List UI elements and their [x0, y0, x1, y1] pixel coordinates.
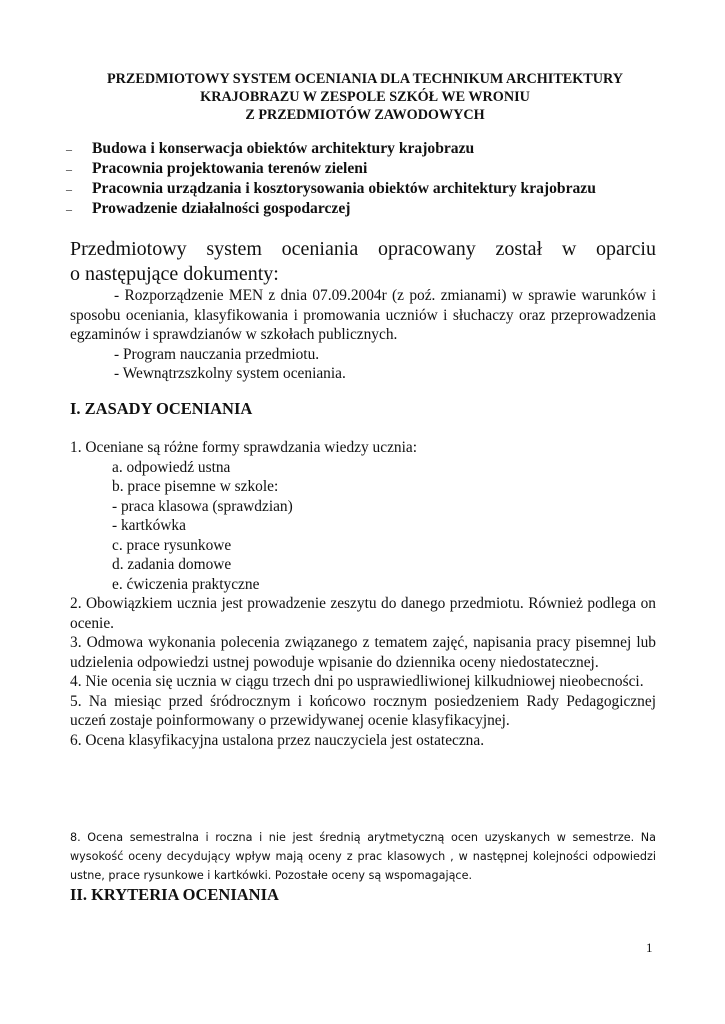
section-heading: II. KRYTERIA OCENIANIA — [70, 885, 279, 904]
intro-paragraph — [70, 237, 656, 287]
rule-item: 3. Odmowa wykonania polecenia związanego z tematem zajęć, napisania pracy pisemnej lub udzielenia odpowiedzi ustnej powoduje wpisanie do dziennika oceny niedostatecznej. — [70, 634, 656, 671]
rule-subitem: - kartkówka — [112, 517, 186, 534]
subject-label: Prowadzenie działalności gospodarczej — [92, 200, 351, 217]
rule-subitem: e. ćwiczenia praktyczne — [112, 575, 260, 593]
list-marker: – — [66, 182, 72, 196]
rule-item: 4. Nie ocenia się ucznia w ciągu trzech dni po usprawiedliwionej kilkudniowej nieobecności. — [70, 673, 644, 690]
list-marker: – — [66, 202, 72, 216]
subject-label: Pracownia projektowania terenów zieleni — [92, 160, 368, 177]
document-title — [60, 70, 670, 124]
subject-label: Budowa i konserwacja obiektów architektury krajobrazu — [92, 140, 475, 157]
rule-subitem: - praca klasowa (sprawdzian) — [112, 497, 293, 515]
subject-label: Pracownia urządzania i kosztorysowania obiektów architektury krajobrazu — [92, 180, 596, 197]
rule-subitem: d. zadania domowe — [112, 556, 232, 573]
title-line: PRZEDMIOTOWY SYSTEM OCENIANIA DLA TECHNIKUM ARCHITEKTURY — [107, 71, 623, 87]
subject-item — [66, 160, 686, 180]
title-line: Z PRZEDMIOTÓW ZAWODOWYCH — [245, 107, 485, 123]
document-item: - Rozporządzenie MEN z dnia 07.09.2004r (z poź. zmianami) w sprawie warunków i sposobu oceniania, klasyfikowania i promowania uczniów i słuchaczy oraz przeprowadzenia egzaminów i sprawdzianów w szkołach publicznych. — [70, 287, 656, 343]
rules-list — [70, 438, 656, 750]
rule-subitem: b. prace pisemne w szkole: — [112, 478, 279, 495]
rule-item: 1. Oceniane są różne formy sprawdzania wiedzy ucznia: — [70, 439, 417, 456]
rule-subitem: a. odpowiedź ustna — [112, 458, 231, 476]
title-line: KRAJOBRAZU W ZESPOLE SZKÓŁ WE WRONIU — [200, 89, 530, 105]
rule-subitem: c. prace rysunkowe — [112, 536, 232, 554]
rule-item: 2. Obowiązkiem ucznia jest prowadzenie zeszytu do danego przedmiotu. Również podlega on ocenie. — [70, 595, 656, 632]
list-marker: – — [66, 142, 72, 156]
list-marker: – — [66, 162, 72, 176]
intro-line: o następujące dokumenty: — [70, 263, 279, 285]
rule-item: 6. Ocena klasyfikacyjna ustalona przez nauczyciela jest ostateczna. — [70, 731, 485, 749]
documents-list — [70, 286, 656, 384]
section-heading: I. ZASADY OCENIANIA — [70, 399, 253, 418]
rule-item: 5. Na miesiąc przed śródrocznym i końcowo rocznym posiedzeniem Rady Pedagogicznej uczeń zostaje poinformowany o przewidywanej ocenie klasyfikacyjnej. — [70, 692, 656, 729]
rule-item-note: 8. Ocena semestralna i roczna i nie jest średnią arytmetyczną ocen uzyskanych w semestrze. Na wysokość oceny decydujący wpływ mają oceny z prac klasowych , w następnej kolejności odpowiedzi ustne, prace rysunkowe i kartkówki. Pozostałe oceny są wspomagające. — [70, 831, 656, 882]
document-item: - Wewnątrzszkolny system oceniania. — [114, 365, 346, 382]
document-item: - Program nauczania przedmiotu. — [114, 345, 320, 363]
page-number: 1 — [646, 940, 653, 955]
intro-line: Przedmiotowy system oceniania opracowany został w oparciu — [70, 238, 656, 260]
subject-list — [66, 140, 686, 220]
subject-item — [66, 200, 686, 220]
subject-item — [66, 140, 686, 160]
subject-item — [66, 180, 686, 200]
